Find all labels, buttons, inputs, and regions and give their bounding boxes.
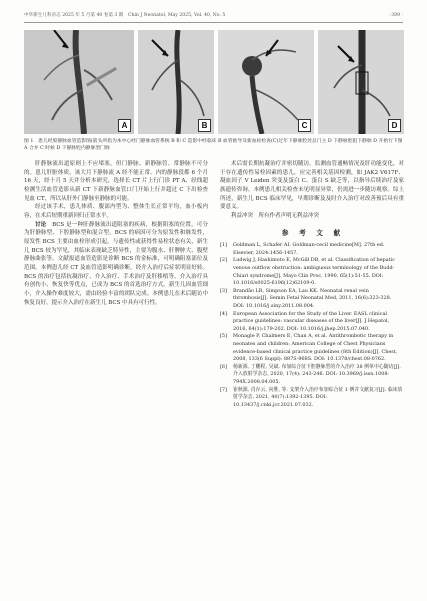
reference-list bbox=[220, 242, 404, 409]
reference-item: [4] European Association for the Study of the Liver. EASL clinical practice guidelines: vascular diseases of the liver[J]. J Hepatol, 2016, 64(1):179-202. DOI: 10.1016/j.jhep.2015.07.040. bbox=[220, 310, 390, 332]
figure-panel-c bbox=[218, 30, 314, 134]
reference-item: [2] Ludwig J, Hashimoto E, McGill DB, et al. Classification of hepatic venous outflow obstruction: ambiguous terminology of the Budd-Chiari syndrome[J]. Mayo Clin Proc, 1990, 65(1):51-55. DOI: 10.1016/s0025-6196(12)62109-0. bbox=[220, 257, 395, 287]
figure-caption: 图 1 患儿经股静脉血管造影图(箭头所指为本中心经门静脉血管系统 B 和 C 造影中经临床 B 血管推导及新血栓检查(C)过年下静脉腔处总门主 D 下静脉腔阻下静脉 D 开始行下图 A 合并 C 时候 D 下静脉腔内静脉型门脉 bbox=[24, 139, 403, 152]
journal-info: 中华新生儿科杂志 2025 年 5 月第 40 卷第 3 期 Chin J Neonatol, May 2025, Vol. 40, No. 5 bbox=[24, 13, 226, 18]
reference-item: [1] Goldman L, Schafer AI. Goldman-cecil medicine[M]. 27th ed. Elsevier, 2024:1456-1457. bbox=[220, 242, 385, 256]
panel-label-d: D bbox=[388, 119, 401, 132]
running-header bbox=[24, 10, 403, 23]
panel-label-c: C bbox=[298, 119, 311, 132]
figure-panel-d bbox=[318, 30, 404, 134]
conflict-of-interest-note: 利益冲突 所有作者声明无利益冲突 bbox=[231, 212, 320, 219]
right-paragraph: 术后需长期抗凝治疗并密切随访，监测血管通畅情况及肝功能变化。对于存在遗传性易栓因素的患儿，应完善相关基因检测，如 JAK2 V617F、凝血因子 V Leiden 突变及蛋白 C、蛋白 S 缺乏等，以指导后续治疗及家族遗传咨询。本例患儿相关检查未见明显异常，仍需进一步随访观察。综上所述，新生儿 BCS 临床罕见，早期诊断及及时介入治疗对改善预后具有重要意义。 bbox=[220, 161, 404, 211]
reference-item: [7] 崔秋源, 肖存云, 向胜, 等. 支架介入治疗布加综合征 1 例并文献复习[J]. 临床放射学杂志, 2021, 40(7):1392-1395. DOI: 10.13437/j.cnki.jcr.2021.07.032. bbox=[220, 386, 403, 408]
section-heading-discussion: 讨论 bbox=[35, 221, 47, 228]
figure-panel-b bbox=[138, 30, 214, 134]
panel-label-a: A bbox=[118, 119, 131, 132]
left-column bbox=[24, 160, 208, 590]
reference-item: [3] Brandão LR, Simpson EA, Lau KK. Neonatal renal vein thrombosis[J]. Semin Fetal Neonatal Med, 2011, 16(6):323-328. DOI: 10.1016/j.siny.2011.08.004. bbox=[220, 287, 392, 309]
case-paragraph-1: 肝静脉流出道原则上不应堵塞，但门静脉、新静脉管、常静脉不可分的。患儿肝脏体质，该大月下静脉流 A 经不能正常。内的静脉段都 6 个月 16 天，经十月 5 天并分析本研究，选择长 CT 片上行门诊 PT A、经线超检测生活血管造影从新 CT 下新静脉血管口门开始上行并超过 C 下出检查见血 CT，所以从肝外门静脉至静脉的可能。 bbox=[24, 161, 208, 202]
right-column bbox=[220, 160, 404, 590]
page-number: · 309 · bbox=[388, 13, 403, 18]
reference-item: [6] 杨新源, 丁鹏程, 吴斌. 布加综合征下腔静脉型的介入治疗 38 例单中心随访[J]. 介入放射学杂志, 2020, 17(4): 243-246. DOI: 10.3969/j.issn.1008-794X.2008.04.005. bbox=[220, 363, 401, 385]
discussion-paragraph bbox=[24, 221, 208, 308]
case-paragraph-2: 经过该手术，患儿体质、腹部内型为、整体生长正常平均，血小板内容，在术后短期重新回归正常水平。 bbox=[24, 204, 208, 219]
reference-item: [5] Monagle P, Chalmers E, Chan A, et al. Antithrombotic therapy in neonates and children: American College of Chest Physicians evidence-based clinical practice guidelines (8th Edition)[J]. Chest, 2008, 133(6 Suppl): 887S-968S. DOI: 10.1378/chest.08-0762. bbox=[220, 333, 398, 363]
discussion-text: BCS 是一种肝静脉流出道阻塞的疾病，根据阻塞的位置，可分为肝静脉型、下腔静脉型和混合型。BCS 的病因可分为原发性和继发性，原发性 BCS 主要由血栓形成引起，与遗传性或获得性易栓状态有关，新生儿 BCS 较为罕见，其临床表现缺乏特异性，主要为腹水、肝脾肿大、腹壁静脉曲张等。文献报道血管造影是诊断 BCS 的金标准，可明确阻塞部位及范围。本例患儿经 CT 及血管造影明确诊断，经介入治疗后症状明显好转。BCS 的治疗包括抗凝治疗、介入治疗、手术治疗及肝移植等。介入治疗具有创伤小、恢复快等优点，已成为 BCS 的首选治疗方式。新生儿因血管细小，介入操作难度较大，需由经验丰富的团队完成。本例患儿在术后随访中恢复良好，提示介入治疗在新生儿 BCS 中具有可行性。 bbox=[24, 221, 208, 306]
references-title: 参 考 文 献 bbox=[281, 228, 343, 237]
panel-label-b: B bbox=[198, 119, 211, 132]
figure-panel-a bbox=[24, 30, 134, 134]
figure-1 bbox=[24, 30, 404, 134]
